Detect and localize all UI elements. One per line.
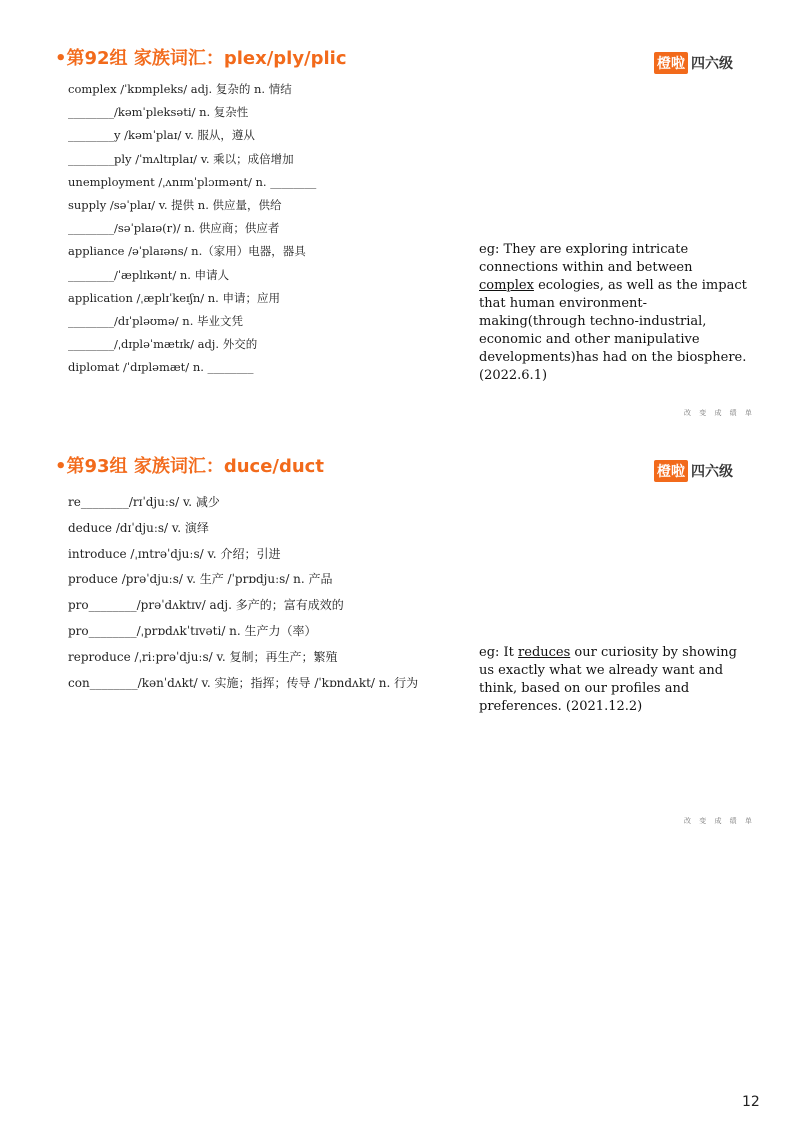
example-text-after: our curiosity by showing us exactly what we already want and think, based on our profiles and preferences. (2021.12.2) <box>479 645 737 714</box>
example-keyword: complex <box>479 278 534 293</box>
word-row: con________/kənˈdʌkt/ v. 实施；指挥；传导 /ˈkɒndʌkt/ n. 行为 <box>68 675 419 690</box>
word-row: complex /ˈkɒmpleks/ adj. 复杂的 n. 情结 <box>68 82 292 96</box>
footer-slogan: 改 变 成 绩 单 <box>684 409 755 417</box>
slide-group-92 <box>0 30 800 430</box>
example-sentence <box>479 644 749 716</box>
word-row: appliance /əˈplaɪəns/ n.（家用）电器，器具 <box>68 244 306 259</box>
word-row: ________/səˈplaɪə(r)/ n. 供应商；供应者 <box>68 221 280 236</box>
example-sentence <box>479 241 749 385</box>
brand-logo <box>654 460 733 482</box>
word-row: ________ply /ˈmʌltɪplaɪ/ v. 乘以；成倍增加 <box>68 151 294 166</box>
word-row: produce /prəˈdjuːs/ v. 生产 /ˈprɒdjuːs/ n. 产品 <box>68 572 333 587</box>
slide-group-93 <box>0 438 800 838</box>
section-title: •第92组 家族词汇：plex/ply/plic <box>55 48 347 69</box>
page-number: 12 <box>742 1094 760 1110</box>
word-row: reproduce /ˌriːprəˈdjuːs/ v. 复制；再生产；繁殖 <box>68 649 338 664</box>
brand-logo <box>654 52 733 74</box>
brand-name: 橙啦 <box>654 460 688 482</box>
word-list <box>68 78 468 379</box>
word-row: ________/kəmˈpleksəti/ n. 复杂性 <box>68 105 249 120</box>
example-text-after: ecologies, as well as the impact that human environment-making(through techno-industrial, economic and other manipulative developments)has had on the biosphere. (2022.6.1) <box>479 278 747 383</box>
word-row: introduce /ˌɪntrəˈdjuːs/ v. 介绍；引进 <box>68 546 281 561</box>
word-row: re________/rɪˈdjuːs/ v. 减少 <box>68 495 220 509</box>
word-row: ________y /kəmˈplaɪ/ v. 服从，遵从 <box>68 128 255 143</box>
word-list <box>68 490 468 696</box>
word-row: supply /səˈplaɪ/ v. 提供 n. 供应量，供给 <box>68 197 282 212</box>
word-row: pro________/ˌprɒdʌkˈtɪvəti/ n. 生产力（率） <box>68 623 317 638</box>
word-row: unemployment /ˌʌnɪmˈplɔɪmənt/ n. ________ <box>68 174 317 189</box>
word-row: diplomat /ˈdɪpləmæt/ n. ________ <box>68 360 254 375</box>
word-row: application /ˌæplɪˈkeɪʃn/ n. 申请；应用 <box>68 290 280 305</box>
example-text-before: eg: It <box>479 645 519 660</box>
example-text-before: eg: They are exploring intricate connections within and between <box>479 242 693 275</box>
word-row: ________/dɪˈpləʊmə/ n. 毕业文凭 <box>68 313 244 328</box>
word-row: ________/ˈæplɪkənt/ n. 申请人 <box>68 267 230 282</box>
brand-name: 橙啦 <box>654 52 688 74</box>
word-row: ________/ˌdɪpləˈmætɪk/ adj. 外交的 <box>68 337 258 352</box>
footer-slogan: 改 变 成 绩 单 <box>684 817 755 825</box>
section-title: •第93组 家族词汇：duce/duct <box>55 456 324 477</box>
brand-level: 四六级 <box>691 464 733 480</box>
word-row: pro________/prəˈdʌktɪv/ adj. 多产的；富有成效的 <box>68 598 344 613</box>
brand-level: 四六级 <box>691 56 733 72</box>
word-row: deduce /dɪˈdjuːs/ v. 演绎 <box>68 520 209 535</box>
example-keyword: reduces <box>518 645 571 660</box>
